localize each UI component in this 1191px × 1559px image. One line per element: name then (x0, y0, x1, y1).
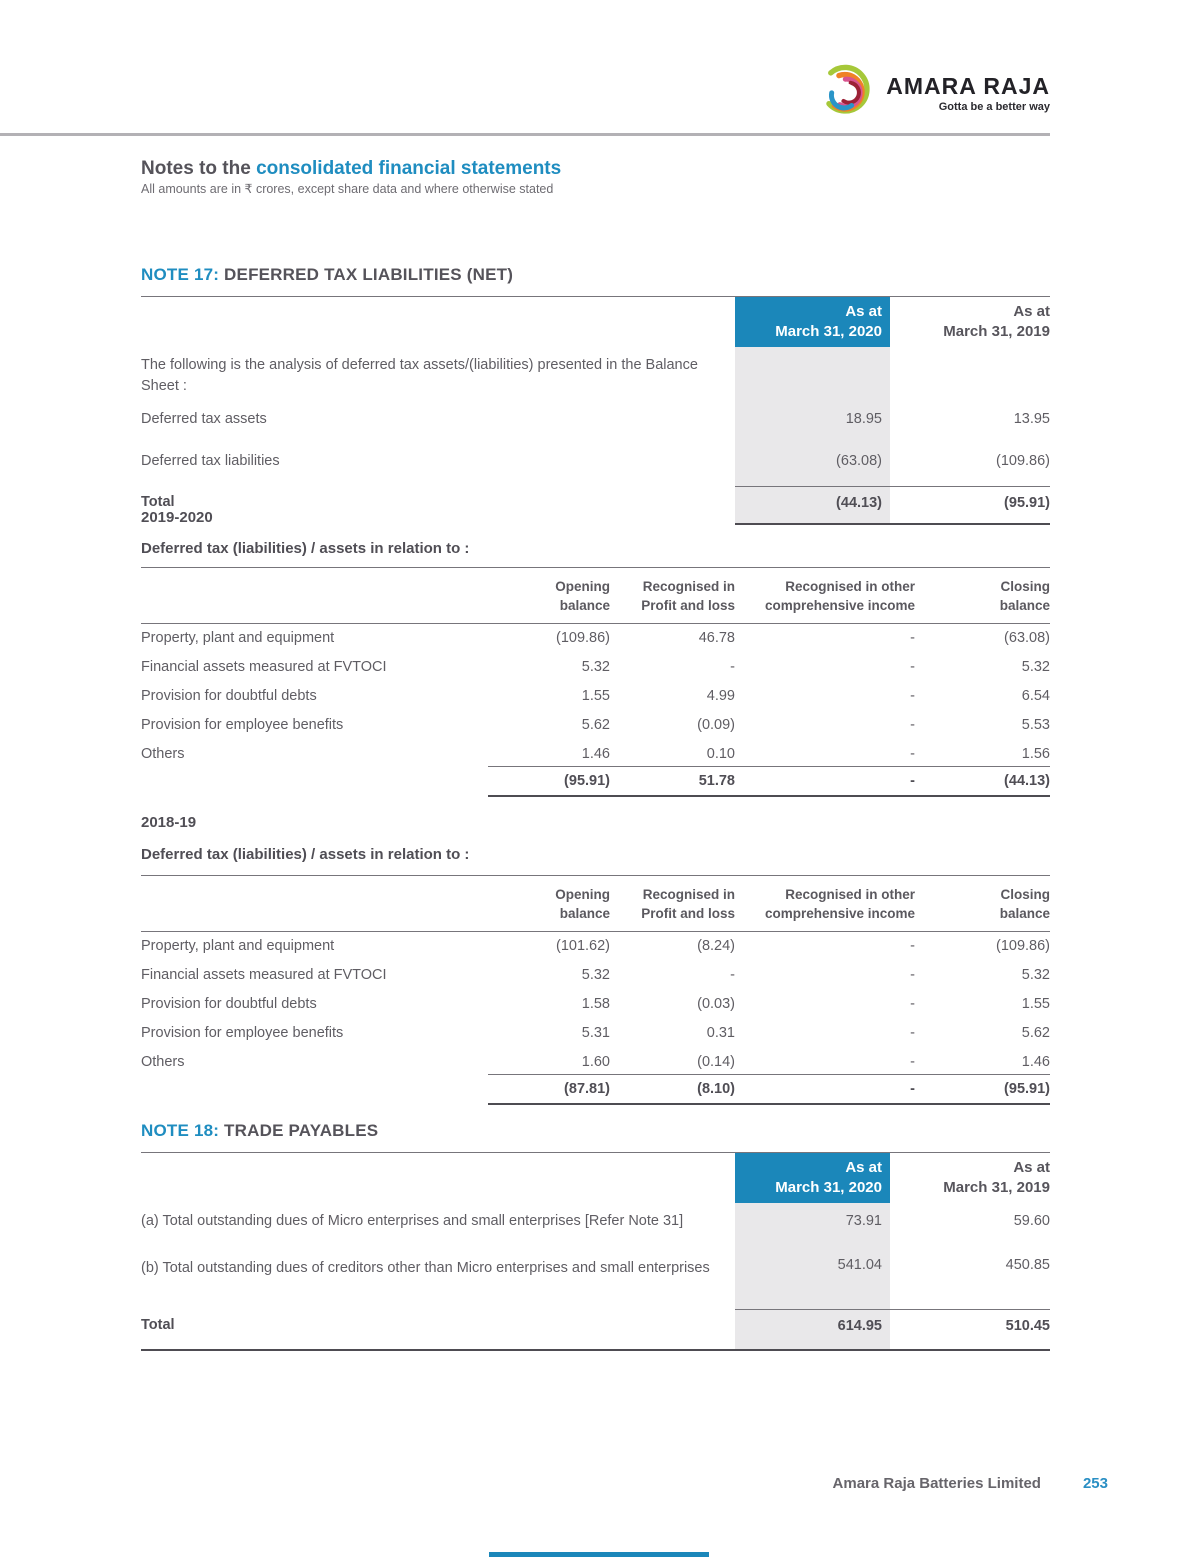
hdr-line: balance (559, 905, 610, 921)
total-2020: (44.13) (735, 486, 890, 525)
table-row (141, 347, 1050, 402)
closing-value: 5.32 (1021, 967, 1050, 984)
oci-value: - (910, 630, 915, 647)
col-opening-balance (488, 577, 610, 615)
table-header-row (141, 297, 1050, 347)
closing-value: 5.32 (1021, 659, 1050, 676)
oci-value: - (910, 1053, 915, 1070)
row-label: Provision for employee benefits (141, 716, 344, 733)
row-label: Deferred tax assets (141, 411, 267, 427)
closing-value: (109.86) (995, 938, 1050, 955)
fy2019-caption: Deferred tax (liabilities) / assets in relation to : (141, 846, 470, 863)
page-title-highlight: consolidated financial statements (256, 158, 562, 179)
table-row (141, 1047, 1050, 1076)
pnl-value: (0.14) (697, 1053, 735, 1070)
column-header-2019 (890, 297, 1050, 347)
row-label: Property, plant and equipment (141, 938, 335, 955)
pnl-value: - (730, 967, 735, 984)
table-row (141, 932, 1050, 961)
value-2020: 18.95 (735, 402, 890, 444)
total-2019: (95.91) (890, 486, 1050, 525)
row-label: Provision for doubtful debts (141, 687, 317, 704)
opening-value: 1.55 (581, 687, 610, 704)
table-row (141, 653, 1050, 682)
hdr-line: Closing (1000, 578, 1050, 594)
oci-value: - (910, 1024, 915, 1041)
table-total-row (141, 486, 1050, 525)
pnl-value: 4.99 (706, 687, 735, 704)
date-line: March 31, 2019 (943, 1179, 1050, 1196)
hdr-line: Recognised in other (785, 578, 915, 594)
table-row (141, 710, 1050, 739)
closing-value: (63.08) (1004, 630, 1050, 647)
opening-value: 1.60 (581, 1053, 610, 1070)
header-divider (0, 133, 1050, 136)
movement-header-row (141, 876, 1050, 932)
fy2019-movement-table (141, 875, 1050, 1104)
row-label: The following is the analysis of deferred tax assets/(liabilities) presented in the Balance Sheet : (141, 357, 698, 394)
date-line: March 31, 2019 (943, 323, 1050, 340)
hdr-line: comprehensive income (764, 905, 915, 921)
closing-value: 6.54 (1021, 687, 1050, 704)
value-2019: 450.85 (1005, 1257, 1050, 1273)
oci-value: - (910, 687, 915, 704)
pnl-value: (0.03) (697, 995, 735, 1012)
note17-heading (141, 265, 513, 285)
asat-line: As at (1013, 1159, 1050, 1176)
hdr-line: Recognised in (642, 886, 735, 902)
oci-total: - (735, 766, 915, 797)
header-spacer (141, 297, 735, 347)
fy2020-caption: Deferred tax (liabilities) / assets in relation to : (141, 540, 470, 557)
row-label: Deferred tax liabilities (141, 453, 280, 469)
brand-tagline: Gotta be a better way (938, 101, 1050, 113)
table-row (141, 402, 1050, 444)
header-spacer (141, 1153, 735, 1203)
bottom-accent-bar (489, 1552, 709, 1557)
hdr-line: comprehensive income (764, 597, 915, 613)
footer-company: Amara Raja Batteries Limited (832, 1475, 1041, 1492)
row-label: Provision for doubtful debts (141, 995, 317, 1012)
pnl-value: 0.10 (706, 745, 735, 762)
footer-page-number: 253 (1082, 1475, 1108, 1492)
table-row (141, 1018, 1050, 1047)
oci-value: - (910, 745, 915, 762)
date-line: March 31, 2020 (775, 1179, 882, 1196)
hdr-line: balance (559, 597, 610, 613)
table-row (141, 1203, 1050, 1249)
movement-header-row (141, 568, 1050, 624)
table-row (141, 990, 1050, 1019)
closing-total: (95.91) (915, 1074, 1050, 1105)
col-opening-balance (488, 885, 610, 923)
page-subtitle: All amounts are in ₹ crores, except share data and where otherwise stated (141, 182, 554, 196)
hdr-line: Profit and loss (641, 597, 735, 613)
closing-value: 5.62 (1021, 1024, 1050, 1041)
closing-value: 1.55 (1021, 995, 1050, 1012)
hdr-line: Opening (555, 886, 610, 902)
value-2019: 13.95 (1013, 411, 1050, 427)
shaded-cell (735, 347, 890, 402)
pnl-value: 0.31 (706, 1024, 735, 1041)
page-footer (0, 1475, 1108, 1492)
pnl-value: 46.78 (698, 630, 735, 647)
oci-value: - (910, 938, 915, 955)
column-header-2019 (890, 1153, 1050, 1203)
table-row (141, 739, 1050, 768)
note17-title: DEFERRED TAX LIABILITIES (NET) (219, 265, 514, 284)
row-label: Financial assets measured at FVTOCI (141, 659, 387, 676)
total-2019: 510.45 (890, 1309, 1050, 1349)
closing-value: 1.46 (1021, 1053, 1050, 1070)
total-2020: 614.95 (735, 1309, 890, 1349)
total-label: Total (141, 494, 175, 510)
table-header-row (141, 1153, 1050, 1203)
fy2019-year-heading: 2018-19 (141, 814, 197, 831)
hdr-line: Profit and loss (641, 905, 735, 921)
pnl-total: (8.10) (610, 1074, 735, 1105)
pnl-value: - (730, 659, 735, 676)
row-label: Property, plant and equipment (141, 630, 335, 647)
note18-table (141, 1152, 1050, 1351)
oci-value: - (910, 716, 915, 733)
opening-value: 1.46 (581, 745, 610, 762)
pnl-value: (0.09) (697, 716, 735, 733)
cell (890, 347, 1050, 402)
col-recognised-oci (735, 885, 915, 923)
date-line: March 31, 2020 (775, 323, 882, 340)
note17-label: NOTE 17: (141, 265, 220, 284)
note18-heading (141, 1121, 378, 1141)
oci-value: - (910, 967, 915, 984)
brand-name: AMARA RAJA (886, 73, 1050, 99)
opening-value: 1.58 (581, 995, 610, 1012)
closing-total: (44.13) (915, 766, 1050, 797)
hdr-line: Opening (555, 578, 610, 594)
value-2019: (109.86) (995, 453, 1050, 469)
table-total-row (141, 768, 1050, 796)
row-label: Financial assets measured at FVTOCI (141, 967, 387, 984)
closing-value: 5.53 (1021, 716, 1050, 733)
hdr-line: Recognised in other (785, 886, 915, 902)
pnl-total: 51.78 (610, 766, 735, 797)
note18-title: TRADE PAYABLES (219, 1121, 379, 1140)
row-label: (a) Total outstanding dues of Micro enterprises and small enterprises [Refer Note 31] (141, 1213, 684, 1229)
opening-value: (109.86) (555, 630, 610, 647)
col-closing-balance (915, 885, 1050, 923)
hdr-line: Closing (1000, 886, 1050, 902)
note18-label: NOTE 18: (141, 1121, 220, 1140)
opening-total: (95.91) (488, 766, 610, 797)
total-label: Total (141, 1317, 175, 1333)
pnl-value: (8.24) (697, 938, 735, 955)
oci-value: - (910, 995, 915, 1012)
opening-value: 5.62 (581, 716, 610, 733)
table-row (141, 682, 1050, 711)
opening-value: 5.31 (581, 1024, 610, 1041)
table-row (141, 624, 1050, 653)
page-title-prefix: Notes to the (141, 158, 257, 179)
opening-value: 5.32 (581, 659, 610, 676)
oci-total: - (735, 1074, 915, 1105)
fy2020-movement-table (141, 567, 1050, 796)
column-header-2020 (735, 297, 890, 347)
hdr-line: balance (999, 905, 1050, 921)
amara-raja-logo-icon (819, 62, 877, 125)
table-total-row (141, 1076, 1050, 1104)
value-2020: 73.91 (735, 1203, 890, 1249)
table-row (141, 961, 1050, 990)
brand-header (819, 62, 1050, 125)
col-recognised-pnl (610, 885, 735, 923)
table-row (141, 1249, 1050, 1309)
column-header-2020 (735, 1153, 890, 1203)
col-recognised-oci (735, 577, 915, 615)
row-label: Provision for employee benefits (141, 1024, 344, 1041)
col-recognised-pnl (610, 577, 735, 615)
oci-value: - (910, 659, 915, 676)
value-2020: 541.04 (735, 1249, 890, 1309)
row-label: Others (141, 1053, 185, 1070)
asat-line: As at (1013, 303, 1050, 320)
opening-total: (87.81) (488, 1074, 610, 1105)
closing-value: 1.56 (1021, 745, 1050, 762)
row-label: (b) Total outstanding dues of creditors other than Micro enterprises and small enterprises (141, 1260, 710, 1276)
row-label: Others (141, 745, 185, 762)
hdr-line: balance (999, 597, 1050, 613)
brand-text (886, 74, 1050, 113)
opening-value: (101.62) (555, 938, 610, 955)
fy2020-year-heading: 2019-2020 (141, 509, 213, 526)
hdr-line: Recognised in (642, 578, 735, 594)
col-closing-balance (915, 577, 1050, 615)
value-2020: (63.08) (735, 444, 890, 486)
table-total-row (141, 1309, 1050, 1351)
note17-balance-table (141, 296, 1050, 525)
page-title (141, 158, 561, 180)
value-2019: 59.60 (1013, 1213, 1050, 1229)
asat-line: As at (845, 1159, 882, 1176)
opening-value: 5.32 (581, 967, 610, 984)
asat-line: As at (845, 303, 882, 320)
table-row (141, 444, 1050, 486)
